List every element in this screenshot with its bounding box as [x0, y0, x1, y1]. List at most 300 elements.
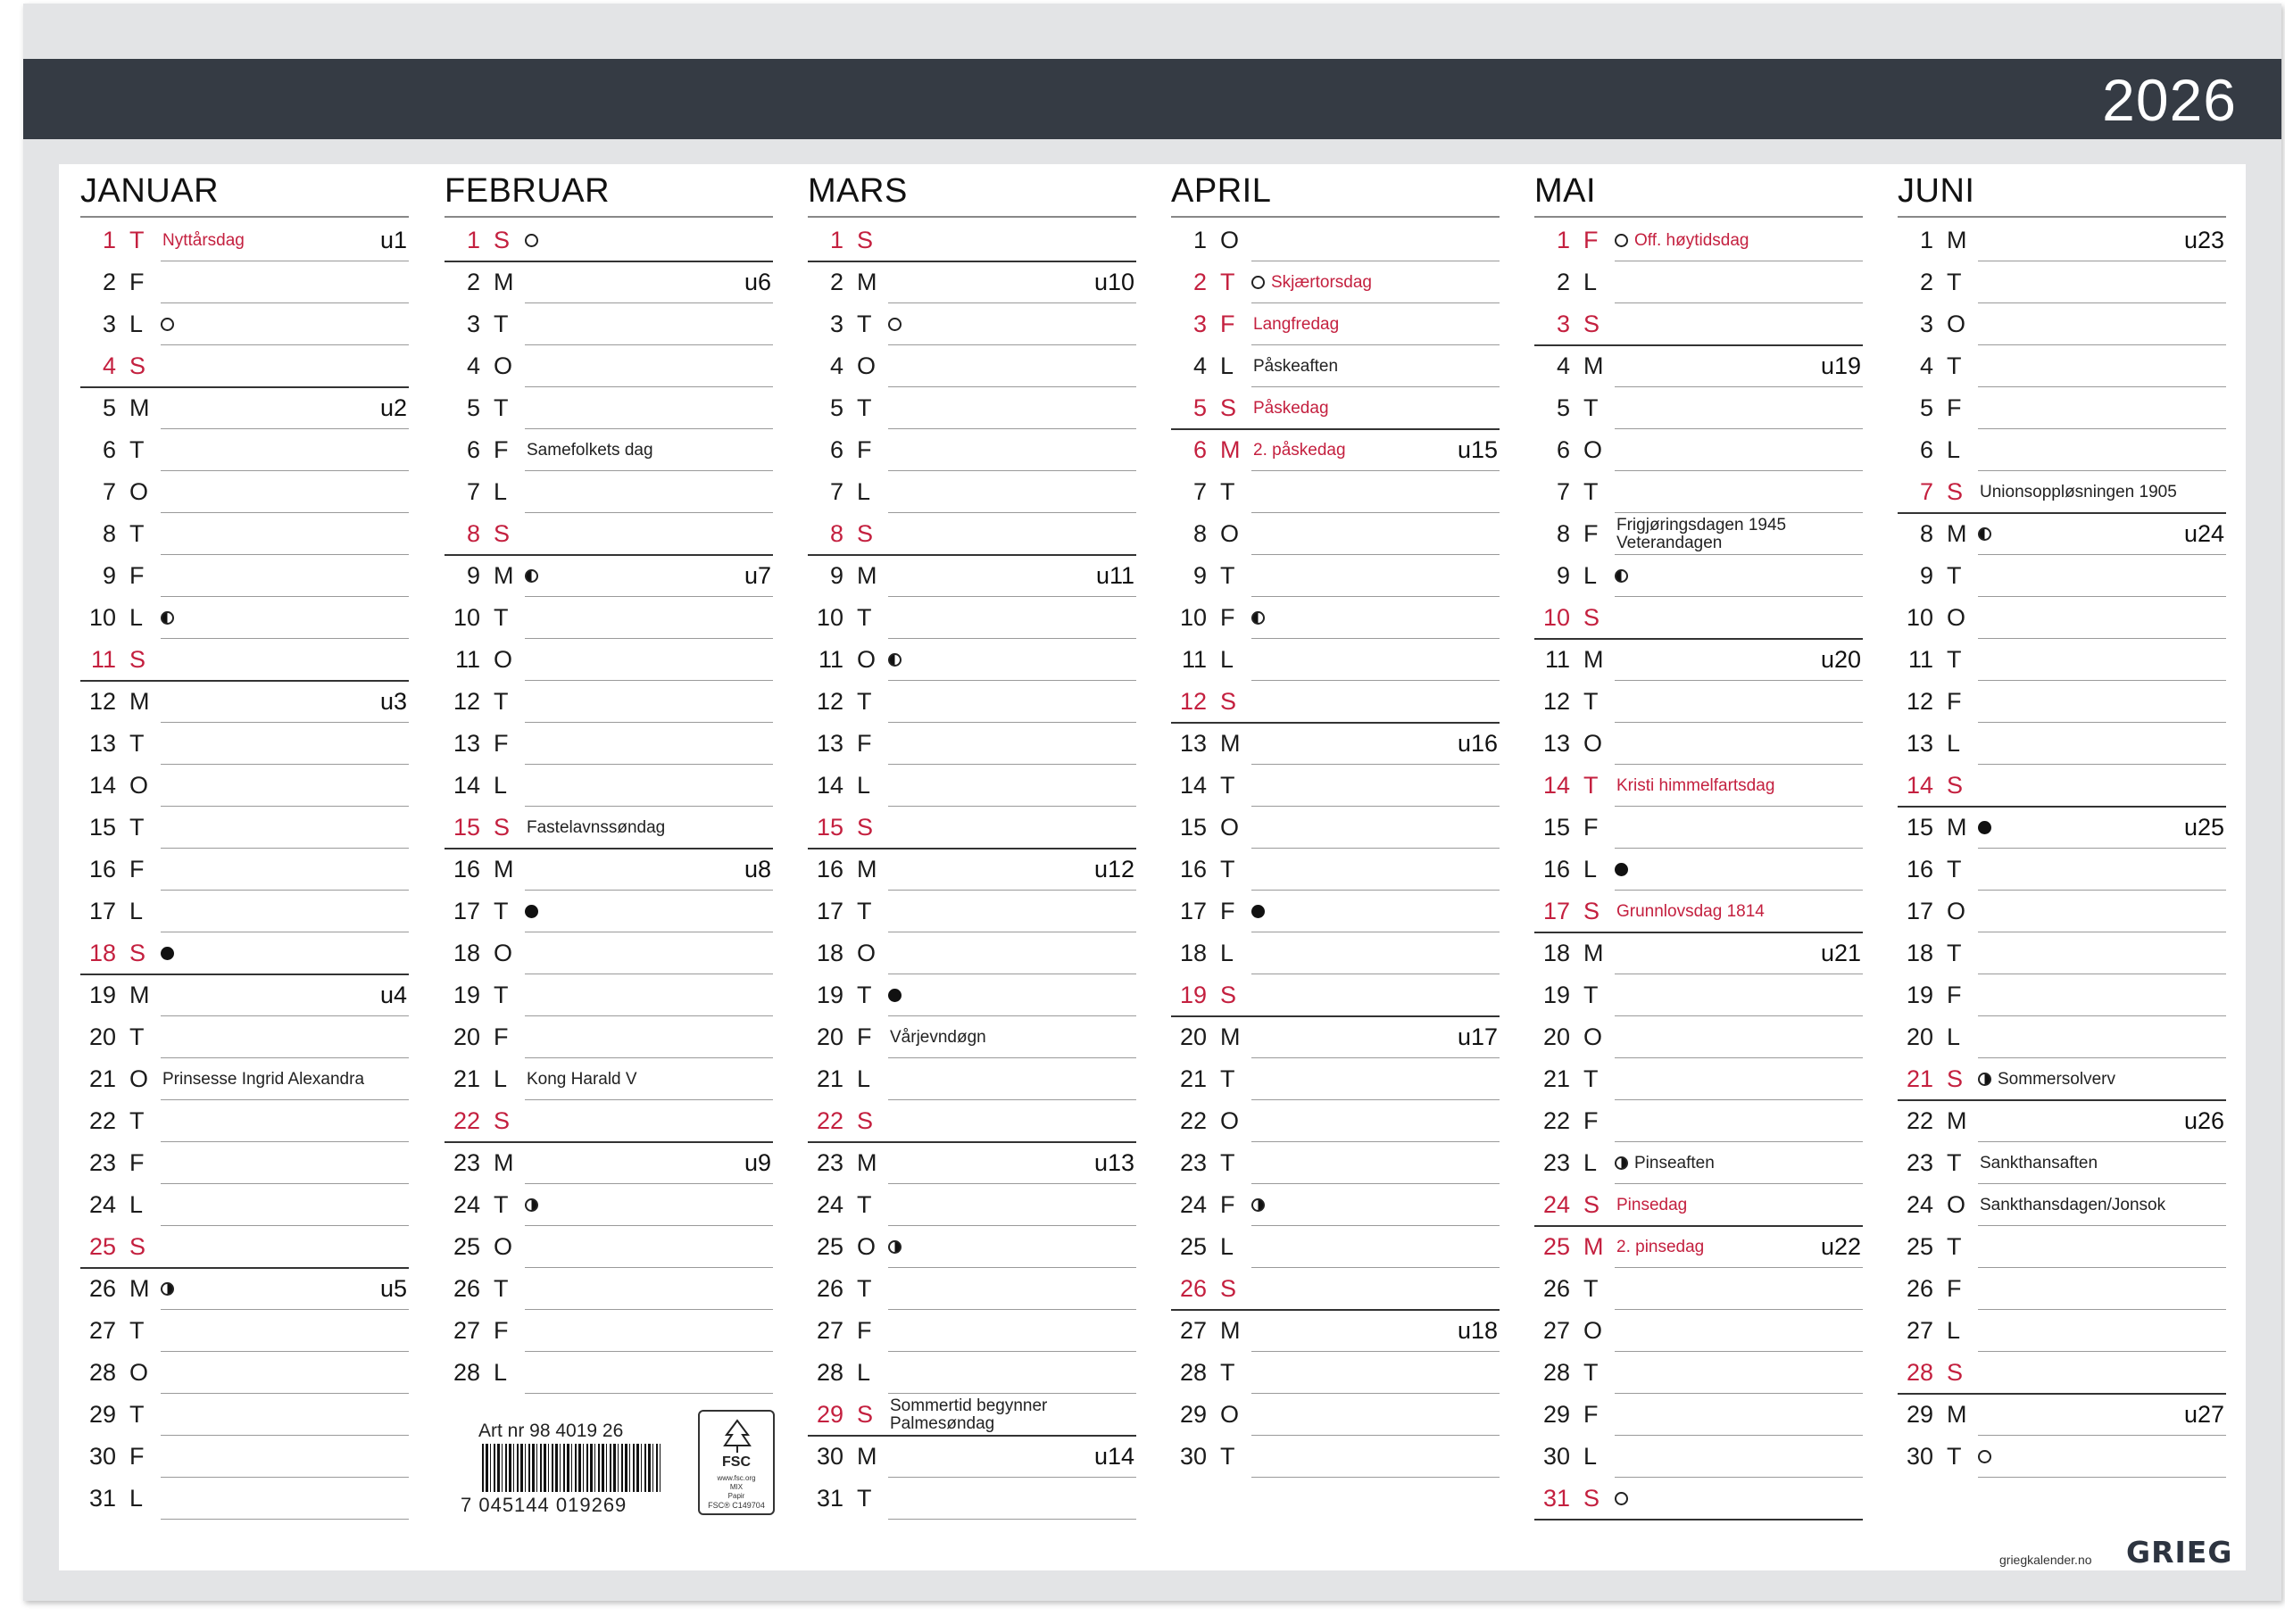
day-number: 15 [88, 814, 116, 841]
day-number: 23 [816, 1149, 843, 1176]
weekday-letter: S [1583, 311, 1600, 337]
day-number: 19 [1542, 982, 1570, 1008]
weekday-letter: T [129, 436, 145, 463]
day-number: 13 [453, 730, 480, 757]
weekday-letter: L [129, 898, 144, 924]
day-row [1171, 555, 1500, 597]
day-row [1171, 1184, 1500, 1226]
day-row [1171, 220, 1500, 261]
day-row [808, 471, 1136, 513]
week-number: u12 [1093, 856, 1134, 882]
day-row [1898, 1016, 2226, 1058]
day-row [808, 1142, 1136, 1184]
day-row [808, 220, 1136, 261]
day-number: 6 [102, 436, 116, 463]
weekday-letter: S [494, 1107, 511, 1134]
day-row [1898, 932, 2226, 974]
day-row [1171, 513, 1500, 555]
weekday-letter: T [494, 898, 509, 924]
weekday-letter: O [1220, 520, 1240, 547]
day-number: 16 [88, 856, 116, 882]
weekday-letter: L [1220, 646, 1234, 673]
weekday-letter: T [1220, 1149, 1235, 1176]
day-number: 23 [1542, 1149, 1570, 1176]
day-number: 4 [1919, 352, 1933, 379]
day-list [1171, 220, 1500, 1478]
weekday-letter: T [129, 227, 145, 253]
day-row [1534, 429, 1863, 471]
day-note [1634, 232, 1749, 250]
new-moon-icon [1251, 905, 1265, 918]
day-row [1898, 261, 2226, 303]
weekday-letter: S [857, 227, 874, 253]
day-number: 13 [1179, 730, 1207, 757]
day-row [80, 303, 409, 345]
weekday-letter: F [1220, 311, 1235, 337]
weekday-letter: F [1220, 604, 1235, 631]
weekday-letter: T [1947, 856, 1962, 882]
day-number: 24 [453, 1191, 480, 1218]
day-row [1171, 723, 1500, 765]
day-number: 24 [1179, 1191, 1207, 1218]
day-row [445, 1352, 773, 1394]
day-number: 18 [1906, 940, 1933, 966]
day-row [80, 1142, 409, 1184]
month-title: APRIL [1171, 172, 1272, 210]
day-note-line: Veterandagen [1616, 534, 1723, 552]
week-number: u8 [744, 856, 771, 882]
week-number: u19 [1820, 352, 1861, 379]
day-row [1898, 807, 2226, 849]
day-row [1898, 1184, 2226, 1226]
day-row [808, 1352, 1136, 1394]
day-row [1898, 849, 2226, 891]
weekday-letter: O [857, 646, 877, 673]
day-row [1898, 513, 2226, 555]
day-number: 14 [1179, 772, 1207, 799]
weekday-letter: M [1583, 352, 1604, 379]
day-list [1898, 220, 2226, 1478]
full-moon-icon [1615, 234, 1628, 247]
day-row [80, 429, 409, 471]
day-number: 28 [453, 1359, 480, 1386]
day-number: 11 [1544, 646, 1570, 673]
weekday-letter: O [129, 1065, 149, 1092]
week-number: u11 [1095, 562, 1134, 589]
day-note-line: Påskeaften [1253, 357, 1339, 376]
day-row [1534, 1352, 1863, 1394]
day-row [1898, 597, 2226, 639]
day-number: 10 [816, 604, 843, 631]
day-row [1171, 807, 1500, 849]
day-number: 7 [1556, 478, 1570, 505]
day-number: 2 [1919, 269, 1933, 295]
day-number: 13 [1542, 730, 1570, 757]
day-row [80, 932, 409, 974]
calendar-sheet [59, 164, 2246, 1570]
full-moon-icon [888, 318, 902, 331]
weekday-letter: L [857, 478, 871, 505]
first-moon-icon [888, 1240, 902, 1254]
day-row [80, 597, 409, 639]
day-note [1980, 484, 2177, 501]
day-number: 15 [1179, 814, 1207, 841]
note-line [888, 1519, 1136, 1520]
weekday-letter: L [857, 1065, 871, 1092]
weekday-letter: O [129, 772, 149, 799]
fsc-label: FSC [722, 1454, 751, 1470]
day-row [1534, 387, 1863, 429]
day-row [445, 429, 773, 471]
day-row [1534, 261, 1863, 303]
day-row [1534, 1184, 1863, 1226]
day-number: 18 [1542, 940, 1570, 966]
day-note-line: Prinsesse Ingrid Alexandra [162, 1070, 365, 1089]
day-row [1898, 765, 2226, 807]
weekday-letter: L [129, 311, 144, 337]
day-note [1253, 400, 1329, 418]
day-row [80, 261, 409, 303]
day-row [445, 1142, 773, 1184]
day-number: 7 [1919, 478, 1933, 505]
day-row [1534, 681, 1863, 723]
day-list [445, 220, 773, 1394]
day-row [808, 387, 1136, 429]
day-row [1171, 303, 1500, 345]
weekday-letter: T [1220, 1443, 1235, 1470]
fsc-code: FSC® C149704 [708, 1501, 765, 1510]
weekday-letter: O [1947, 1191, 1966, 1218]
day-row [1171, 1142, 1500, 1184]
last-moon-icon [525, 569, 538, 583]
weekday-letter: S [1220, 1275, 1237, 1302]
note-line [161, 1519, 409, 1520]
day-note-line: Grunnlovsdag 1814 [1616, 902, 1765, 921]
weekday-letter: T [857, 898, 872, 924]
day-number: 27 [1179, 1317, 1207, 1344]
day-row [1898, 974, 2226, 1016]
day-number: 4 [466, 352, 480, 379]
day-row [80, 639, 409, 681]
weekday-letter: O [494, 1233, 513, 1260]
weekday-letter: T [1220, 478, 1235, 505]
day-row [1898, 1394, 2226, 1436]
day-row [1171, 932, 1500, 974]
weekday-letter: F [129, 562, 145, 589]
weekday-letter: T [1947, 352, 1962, 379]
day-row [445, 220, 773, 261]
day-row [808, 1436, 1136, 1478]
day-row [1171, 849, 1500, 891]
day-number: 13 [88, 730, 116, 757]
weekday-letter: M [1947, 520, 1967, 547]
day-number: 14 [1906, 772, 1933, 799]
day-row [1171, 891, 1500, 932]
weekday-letter: M [494, 856, 514, 882]
day-number: 28 [1179, 1359, 1207, 1386]
day-row [808, 429, 1136, 471]
day-row [1534, 1016, 1863, 1058]
day-row [80, 345, 409, 387]
day-row [1898, 1310, 2226, 1352]
day-number: 18 [816, 940, 843, 966]
weekday-letter: T [1220, 772, 1235, 799]
last-moon-icon [1615, 569, 1628, 583]
day-number: 26 [88, 1275, 116, 1302]
day-note [1980, 1155, 2098, 1172]
day-number: 11 [454, 646, 480, 673]
weekday-letter: M [857, 1443, 877, 1470]
day-row [80, 1226, 409, 1268]
day-row [445, 849, 773, 891]
weekday-letter: F [494, 1023, 509, 1050]
weekday-letter: L [1947, 730, 1961, 757]
day-number: 26 [1179, 1275, 1207, 1302]
day-row [808, 681, 1136, 723]
day-row [808, 555, 1136, 597]
day-note [1634, 1155, 1715, 1172]
day-number: 20 [1906, 1023, 1933, 1050]
weekday-letter: L [1220, 1233, 1234, 1260]
day-row [808, 974, 1136, 1016]
full-moon-icon [525, 234, 538, 247]
day-number: 17 [1179, 898, 1207, 924]
week-number: u21 [1820, 940, 1861, 966]
day-number: 27 [1906, 1317, 1933, 1344]
day-note-line: Pinseaften [1634, 1154, 1715, 1172]
weekday-letter: T [129, 1317, 145, 1344]
month-title-divider [1534, 216, 1863, 218]
weekday-letter: M [1947, 227, 1967, 253]
day-number: 13 [1906, 730, 1933, 757]
day-row [808, 1226, 1136, 1268]
day-number: 19 [453, 982, 480, 1008]
day-row [1171, 974, 1500, 1016]
day-row [80, 555, 409, 597]
day-row [1534, 597, 1863, 639]
weekday-letter: F [129, 856, 145, 882]
first-moon-icon [1615, 1156, 1628, 1170]
weekday-letter: T [1220, 1359, 1235, 1386]
day-row [808, 1394, 1136, 1436]
day-note-line: 2. pinsedag [1616, 1238, 1705, 1256]
day-number: 25 [1542, 1233, 1570, 1260]
weekday-letter: L [129, 604, 144, 631]
day-number: 30 [1179, 1443, 1207, 1470]
last-moon-icon [888, 653, 902, 667]
month-title-divider [80, 216, 409, 218]
day-number: 6 [1919, 436, 1933, 463]
day-row [1171, 1016, 1500, 1058]
day-number: 20 [816, 1023, 843, 1050]
day-row [445, 303, 773, 345]
day-number: 21 [1179, 1065, 1207, 1092]
week-number: u22 [1820, 1233, 1861, 1260]
day-number: 22 [1179, 1107, 1207, 1134]
day-row [445, 345, 773, 387]
day-row [80, 1478, 409, 1520]
day-number: 30 [816, 1443, 843, 1470]
week-number: u27 [2183, 1401, 2224, 1428]
day-number: 27 [88, 1317, 116, 1344]
weekday-letter: T [1947, 1233, 1962, 1260]
day-row [1898, 1226, 2226, 1268]
weekday-letter: L [1220, 940, 1234, 966]
day-number: 5 [1919, 394, 1933, 421]
day-number: 5 [1192, 394, 1207, 421]
last-moon-icon [1251, 611, 1265, 625]
day-row [445, 765, 773, 807]
weekday-letter: T [494, 394, 509, 421]
day-number: 29 [1906, 1401, 1933, 1428]
day-number: 28 [816, 1359, 843, 1386]
weekday-letter: M [1947, 814, 1967, 841]
weekday-letter: M [129, 688, 150, 715]
day-number: 18 [88, 940, 116, 966]
weekday-letter: T [1220, 856, 1235, 882]
first-moon-icon [1251, 1198, 1265, 1212]
day-number: 22 [1542, 1107, 1570, 1134]
day-row [80, 1352, 409, 1394]
weekday-letter: T [1583, 982, 1599, 1008]
day-row [80, 387, 409, 429]
day-number: 5 [102, 394, 116, 421]
day-row [1534, 1226, 1863, 1268]
day-row [1534, 1142, 1863, 1184]
weekday-letter: F [494, 1317, 509, 1344]
day-row [445, 932, 773, 974]
weekday-letter: T [494, 311, 509, 337]
new-moon-icon [161, 947, 174, 960]
day-row [1898, 429, 2226, 471]
day-row [1898, 345, 2226, 387]
day-row [445, 1058, 773, 1100]
day-row [80, 1184, 409, 1226]
day-row [808, 932, 1136, 974]
weekday-letter: S [1947, 1065, 1964, 1092]
day-number: 2 [466, 269, 480, 295]
day-row [1534, 1268, 1863, 1310]
day-number: 17 [88, 898, 116, 924]
week-number: u6 [744, 269, 771, 295]
week-number: u10 [1093, 269, 1134, 295]
weekday-letter: M [129, 982, 150, 1008]
day-row [80, 1436, 409, 1478]
day-row [1534, 471, 1863, 513]
day-row [445, 513, 773, 555]
day-number: 9 [1919, 562, 1933, 589]
weekday-letter: M [857, 269, 877, 295]
day-number: 16 [453, 856, 480, 882]
day-number: 6 [1556, 436, 1570, 463]
day-number: 4 [102, 352, 116, 379]
day-number: 31 [1542, 1485, 1570, 1512]
weekday-letter: T [129, 1107, 145, 1134]
day-note [1253, 358, 1338, 376]
weekday-letter: L [1583, 1443, 1598, 1470]
day-number: 11 [1181, 646, 1207, 673]
day-row [1898, 220, 2226, 261]
day-number: 11 [818, 646, 843, 673]
new-moon-icon [525, 905, 538, 918]
weekday-letter: S [1220, 394, 1237, 421]
day-row [808, 891, 1136, 932]
day-number: 10 [1542, 604, 1570, 631]
day-row [1898, 891, 2226, 932]
weekday-letter: T [129, 814, 145, 841]
day-row [1171, 1100, 1500, 1142]
weekday-letter: L [1583, 1149, 1598, 1176]
day-number: 4 [1556, 352, 1570, 379]
day-row [445, 597, 773, 639]
day-row [1171, 1436, 1500, 1478]
week-number: u26 [2183, 1107, 2224, 1134]
weekday-letter: S [857, 1107, 874, 1134]
weekday-letter: S [129, 940, 146, 966]
day-row [445, 1100, 773, 1142]
weekday-letter: S [1583, 898, 1600, 924]
day-note-line: Vårjevndøgn [890, 1028, 986, 1047]
day-note-line: Kong Harald V [527, 1070, 637, 1089]
weekday-letter: M [494, 1149, 514, 1176]
day-row [1171, 681, 1500, 723]
day-row [80, 1310, 409, 1352]
day-row [445, 1268, 773, 1310]
brand-logo: GRIEG [2126, 1535, 2233, 1570]
day-row [1534, 1478, 1863, 1520]
day-number: 11 [90, 646, 116, 673]
day-list [80, 220, 409, 1520]
day-number: 15 [1542, 814, 1570, 841]
weekday-letter: M [1583, 646, 1604, 673]
day-row [445, 471, 773, 513]
weekday-letter: S [857, 520, 874, 547]
day-number: 21 [1542, 1065, 1570, 1092]
day-number: 17 [453, 898, 480, 924]
week-number: u4 [379, 982, 407, 1008]
day-number: 9 [466, 562, 480, 589]
day-row [80, 1268, 409, 1310]
day-number: 12 [816, 688, 843, 715]
day-number: 18 [1179, 940, 1207, 966]
full-moon-icon [161, 318, 174, 331]
day-row [1171, 1226, 1500, 1268]
day-row [1898, 1058, 2226, 1100]
day-number: 28 [1906, 1359, 1933, 1386]
weekday-letter: L [129, 1191, 144, 1218]
day-number: 20 [88, 1023, 116, 1050]
weekday-letter: F [1947, 982, 1962, 1008]
day-number: 13 [816, 730, 843, 757]
note-line [1251, 1477, 1500, 1478]
day-number: 22 [88, 1107, 116, 1134]
day-row [808, 303, 1136, 345]
day-number: 12 [1542, 688, 1570, 715]
day-row [1534, 807, 1863, 849]
day-number: 5 [466, 394, 480, 421]
weekday-letter: O [1947, 604, 1966, 631]
day-row [80, 681, 409, 723]
weekday-letter: S [1947, 772, 1964, 799]
day-row [1171, 597, 1500, 639]
day-row [808, 1478, 1136, 1520]
weekday-letter: M [1947, 1107, 1967, 1134]
day-number: 7 [102, 478, 116, 505]
day-number: 6 [829, 436, 843, 463]
weekday-letter: T [857, 1191, 872, 1218]
day-number: 4 [1192, 352, 1207, 379]
weekday-letter: T [494, 982, 509, 1008]
